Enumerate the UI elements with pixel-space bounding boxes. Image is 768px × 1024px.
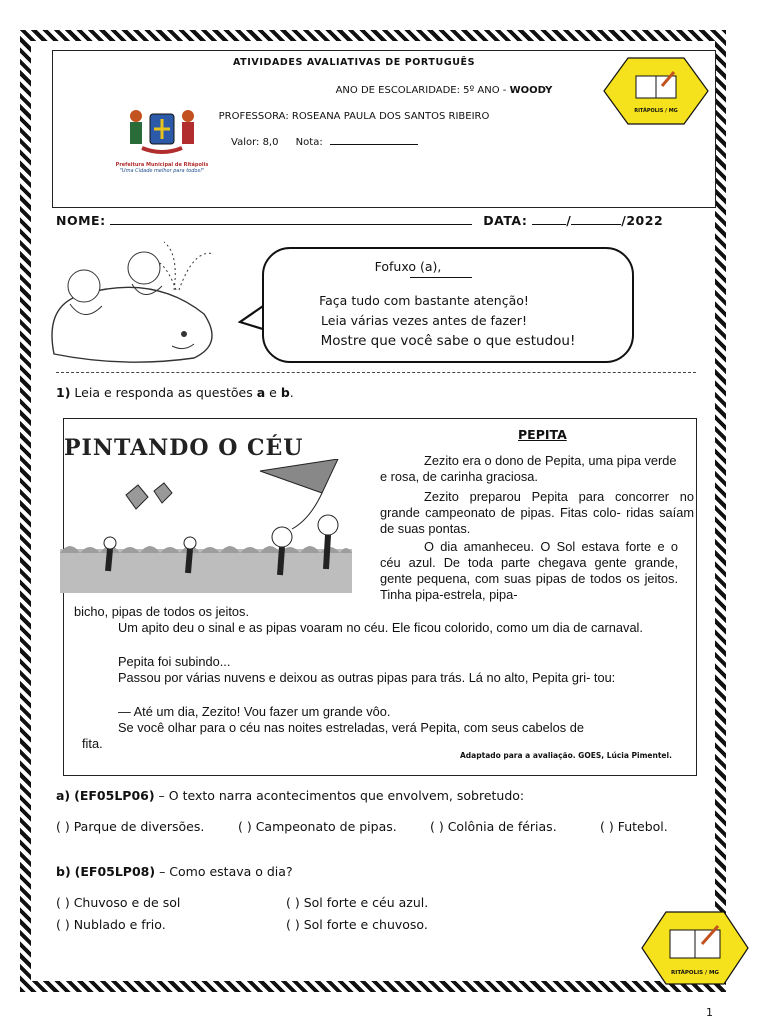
story-p1: Zezito era o dono de Pepita, uma pipa verde e rosa, de carinha graciosa. (380, 453, 677, 484)
story-p4: Um apito deu o sinal e as pipas voaram no céu. Ele ficou colorido, como um dia de carnaval. (118, 620, 643, 635)
story-p3: O dia amanheceu. O Sol estava forte e o céu azul. De toda parte chegava gente grande, gente pequena, com suas pipas de todos os jeitos. Tinha pipa-estrela, pipa- (380, 539, 678, 602)
city-crest (112, 104, 212, 176)
grade-blank[interactable] (330, 144, 418, 145)
crest-icon (112, 104, 212, 158)
qa-text: – O texto narra acontecimentos que envolvem, sobretudo: (158, 788, 525, 803)
story-title: PEPITA (518, 427, 567, 442)
qa-option-3[interactable]: ( ) Colônia de férias. (430, 819, 557, 834)
q1-number: 1) (56, 385, 71, 400)
crest-caption-2: "Uma Cidade melhor para todos!" (119, 168, 205, 174)
seal-city-bottom: RITÁPOLIS / MG (671, 970, 719, 976)
qb-letter: b) (56, 864, 71, 879)
section-divider (56, 372, 696, 373)
school-seal-bottom (640, 910, 750, 986)
qa-option-2[interactable]: ( ) Campeonato de pipas. (238, 819, 397, 834)
qa-option-1[interactable]: ( ) Parque de diversões. (56, 819, 205, 834)
qb-option-3[interactable]: ( ) Nublado e frio. (56, 917, 166, 932)
worksheet-title: ATIVIDADES AVALIATIVAS DE PORTUGUÊS (232, 57, 476, 68)
question-1 (56, 385, 294, 400)
date-year: /2022 (621, 213, 664, 228)
qb-text: – Como estava o dia? (159, 864, 293, 879)
story-p3-cont: bicho, pipas de todos os jeitos. (74, 604, 250, 619)
story-p8: Se você olhar para o céu nas noites estreladas, verá Pepita, com seus cabelos de (118, 720, 584, 735)
bubble-line-1: Faça tudo com bastante atenção! (319, 293, 529, 308)
date-month-field[interactable] (571, 224, 621, 225)
crest-caption-1: Prefeitura Municipal de Ritápolis (115, 162, 209, 168)
page-number: 1 (706, 1006, 713, 1019)
name-field[interactable] (110, 224, 472, 225)
bubble-greeting (224, 259, 592, 274)
name-date-line: NOME: DATA: / /2022 (56, 213, 664, 228)
seal-city-top: RITÁPOLIS / MG (634, 108, 678, 114)
teacher-line: PROFESSORA: ROSEANA PAULA DOS SANTOS RIBEIRO (218, 111, 490, 122)
q1-b: b (280, 385, 290, 400)
grade-label: Nota: (295, 137, 323, 148)
story-source: Adaptado para a avaliação. GOES, Lúcia Pimentel. (460, 751, 672, 760)
story-p5: Pepita foi subindo... (118, 654, 231, 669)
value-line (231, 137, 418, 148)
qb-option-2[interactable]: ( ) Sol forte e céu azul. (286, 895, 429, 910)
class-name: WOODY (509, 85, 553, 96)
seal-icon (602, 56, 710, 126)
q1-a: a (256, 385, 266, 400)
whale-children-illustration (44, 234, 234, 368)
greeting-underline (410, 277, 472, 278)
story-banner: PINTANDO O CÉU (64, 435, 304, 461)
bubble-line-3: Mostre que você sabe o que estudou! (320, 333, 576, 349)
qa-option-4[interactable]: ( ) Futebol. (600, 819, 668, 834)
qb-code: (EF05LP08) (74, 864, 156, 879)
q1-end: . (289, 385, 294, 400)
greeting-text: Fofuxo (a), (374, 259, 442, 274)
name-label: NOME: (56, 213, 106, 228)
q1-text: Leia e responda as questões (74, 385, 253, 400)
bubble-line-2: Leia várias vezes antes de fazer! (321, 313, 527, 328)
qa-code: (EF05LP06) (74, 788, 155, 803)
date-day-field[interactable] (532, 224, 566, 225)
qa-letter: a) (56, 788, 71, 803)
story-box (63, 418, 697, 776)
value-text: Valor: 8,0 (231, 137, 279, 148)
qb-option-4[interactable]: ( ) Sol forte e chuvoso. (286, 917, 428, 932)
school-seal-top (602, 56, 710, 126)
message-bubble (262, 247, 634, 363)
qb-option-1[interactable]: ( ) Chuvoso e de sol (56, 895, 181, 910)
date-label: DATA: (483, 213, 528, 228)
kites-illustration (60, 459, 356, 593)
question-b (56, 864, 293, 879)
question-a (56, 788, 524, 803)
grade-text: ANO DE ESCOLARIDADE: 5º ANO - (335, 85, 507, 96)
story-p2: Zezito preparou Pepita para concorrer no grande campeonato de pipas. Fitas colo- ridas saíam de suas pontas. (380, 489, 694, 536)
story-p6: Passou por várias nuvens e deixou as outras pipas para trás. Lá no alto, Pepita gri- tou: (118, 670, 616, 685)
story-p8-cont: fita. (82, 736, 103, 751)
story-p7: — Até um dia, Zezito! Vou fazer um grande vôo. (118, 704, 391, 719)
q1-and: e (269, 385, 277, 400)
